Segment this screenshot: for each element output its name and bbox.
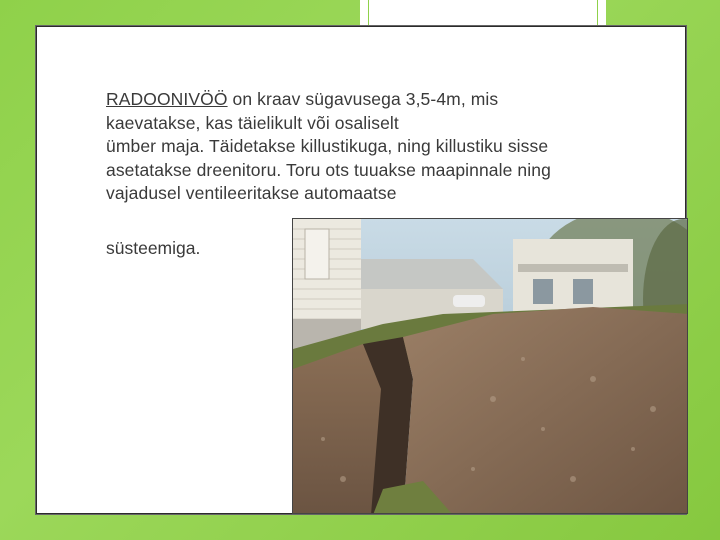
text-line-6: süsteemiga.: [106, 238, 201, 258]
text-line-4: asetatakse dreenitoru. Toru ots tuuakse maapinnale ning: [106, 159, 551, 180]
text-line-2: kaevatakse, kas täielikult või osaliselt: [106, 112, 399, 133]
slide-body-text: [106, 88, 646, 206]
radon-belt-term: RADOONIVÖÖ: [106, 89, 228, 109]
trench-photo-illustration: [293, 219, 688, 514]
text-line-1: [106, 88, 646, 112]
trench-photo: [292, 218, 688, 514]
text-line-5: vajadusel ventileeritakse automaatse: [106, 183, 397, 203]
text-line-3: ümber maja. Täidetakse killustikuga, ning killustiku sisse: [106, 136, 549, 156]
text-line-1-rest: on kraav sügavusega 3,5-4m, mis: [227, 89, 499, 109]
